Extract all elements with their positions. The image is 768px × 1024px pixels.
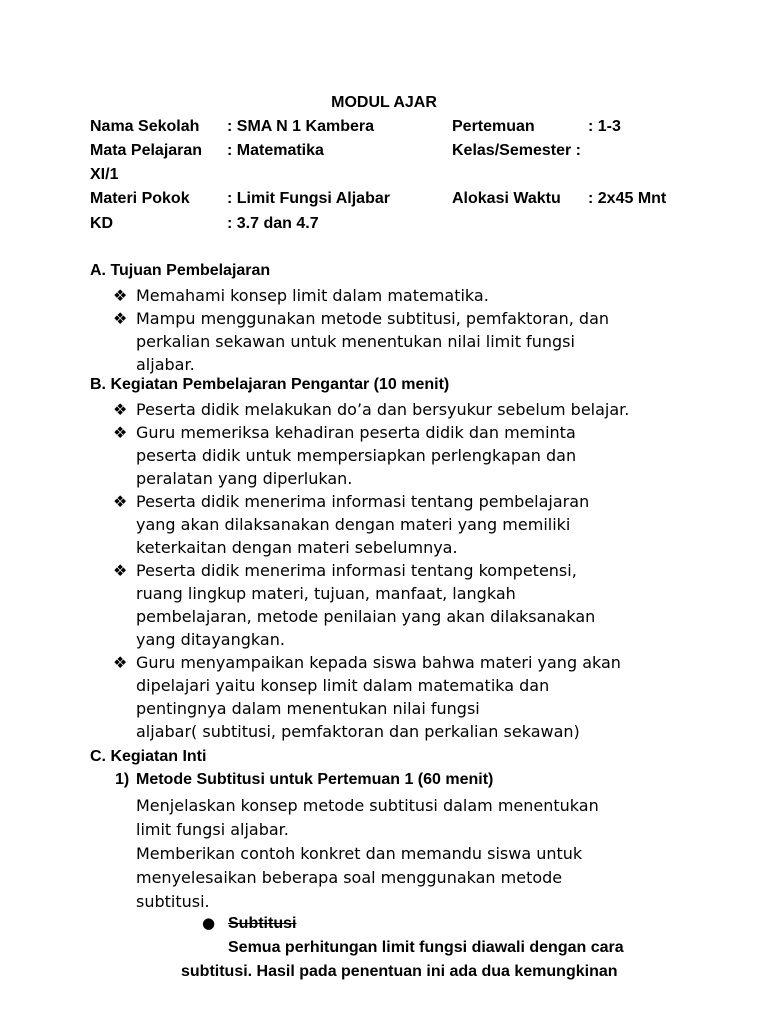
dot-item-line-1: Semua perhitungan limit fungsi diawali dengan cara [228, 939, 624, 956]
section-c-heading: C. Kegiatan Inti [90, 748, 207, 765]
sub-section-heading: Metode Subtitusi untuk Pertemuan 1 (60 menit) [136, 771, 494, 788]
list-item-line: Peserta didik menerima informasi tentang pembelajaran [136, 492, 590, 511]
sub-section-number: 1) [115, 771, 130, 788]
list-item-line: Peserta didik menerima informasi tentang kompetensi, [136, 561, 577, 580]
list-item-line: Guru menyampaikan kepada siswa bahwa materi yang akan [136, 653, 621, 672]
diamond-bullet-icon: ❖ [113, 653, 128, 672]
page-title: MODUL AJAR [331, 94, 437, 111]
school-value: : SMA N 1 Kambera [227, 118, 374, 135]
school-label: Nama Sekolah [90, 118, 200, 135]
list-item-line: Mampu menggunakan metode subtitusi, pemfaktoran, dan [136, 309, 610, 328]
paragraph-line: menyelesaikan beberapa soal menggunakan metode [136, 868, 563, 887]
topic-label: Materi Pokok [90, 190, 190, 207]
list-item-line: perkalian sekawan untuk menentukan nilai limit fungsi [136, 332, 575, 351]
diamond-bullet-icon: ❖ [113, 400, 128, 419]
diamond-bullet-icon: ❖ [113, 492, 128, 511]
list-item-line: pembelajaran, metode penilaian yang akan dilaksanakan [136, 607, 596, 626]
dot-bullet-icon: ● [202, 914, 216, 932]
list-item-line: Guru memeriksa kehadiran peserta didik dan meminta [136, 423, 576, 442]
subject-value: : Matematika [227, 142, 324, 159]
time-label: Alokasi Waktu [452, 190, 561, 207]
class-value: XI/1 [90, 166, 119, 183]
list-item-line: pentingnya dalam menentukan nilai fungsi [136, 699, 480, 718]
dot-item-line-2: subtitusi. Hasil pada penentuan ini ada dua kemungkinan [181, 963, 618, 980]
meeting-label: Pertemuan [452, 118, 535, 135]
class-label: Kelas/Semester : [452, 142, 581, 159]
list-item-line: Peserta didik melakukan do’a dan bersyukur sebelum belajar. [136, 400, 630, 419]
list-item-line: aljabar( subtitusi, pemfaktoran dan perkalian sekawan) [136, 722, 580, 741]
list-item-line: aljabar. [136, 355, 195, 374]
kd-value: : 3.7 dan 4.7 [227, 215, 319, 232]
paragraph-line: limit fungsi aljabar. [136, 820, 289, 839]
subject-label: Mata Pelajaran [90, 142, 203, 159]
diamond-bullet-icon: ❖ [113, 423, 128, 442]
meeting-value: : 1-3 [588, 118, 621, 135]
list-item-line: yang ditayangkan. [136, 630, 285, 649]
list-item-line: peralatan yang diperlukan. [136, 469, 353, 488]
list-item-line: dipelajari yaitu konsep limit dalam matematika dan [136, 676, 550, 695]
section-b-heading: B. Kegiatan Pembelajaran Pengantar (10 menit) [90, 376, 450, 393]
diamond-bullet-icon: ❖ [113, 286, 128, 305]
time-value: : 2x45 Mnt [588, 190, 667, 207]
list-item-line: ruang lingkup materi, tujuan, manfaat, langkah [136, 584, 516, 603]
dot-item-label: Subtitusi [228, 915, 297, 932]
topic-value: : Limit Fungsi Aljabar [227, 190, 390, 207]
paragraph-line: Memberikan contoh konkret dan memandu siswa untuk [136, 844, 583, 863]
list-item-line: keterkaitan dengan materi sebelumnya. [136, 538, 458, 557]
diamond-bullet-icon: ❖ [113, 309, 128, 328]
kd-label: KD [90, 215, 114, 232]
paragraph-line: Menjelaskan konsep metode subtitusi dalam menentukan [136, 796, 599, 815]
diamond-bullet-icon: ❖ [113, 561, 128, 580]
section-a-heading: A. Tujuan Pembelajaran [90, 262, 271, 279]
list-item-line: peserta didik untuk mempersiapkan perlengkapan dan [136, 446, 577, 465]
list-item-line: yang akan dilaksanakan dengan materi yang memiliki [136, 515, 571, 534]
paragraph-line: subtitusi. [136, 892, 210, 911]
list-item-line: Memahami konsep limit dalam matematika. [136, 286, 489, 305]
